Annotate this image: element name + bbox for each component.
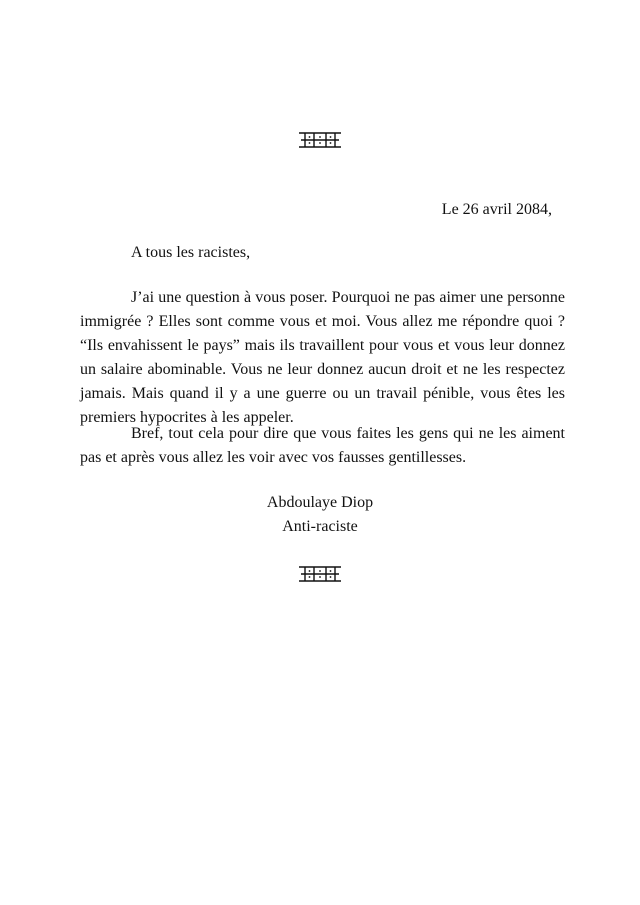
letter-paragraph-2: Bref, tout cela pour dire que vous faites les gens qui ne les aiment pas et après vous allez les voir avec vos fausses gentillesses. <box>80 425 565 466</box>
signature-title: Anti-raciste <box>282 518 358 535</box>
letter-paragraph-1: J’ai une question à vous poser. Pourquoi ne pas aimer une personne immigrée ? Elles sont comme vous et moi. Vous allez me répondre quoi ? “Ils envahissent le pays” mais ils travaillent pour vous et vous leur donnez un salaire abominable. Vous ne leur donnez aucun droit et ne les respectez jamais. Mais quand il y a une guerre ou un travail pénible, vous êtes les premiers hypocrites à les appeler. <box>80 289 565 426</box>
letter-date: Le 26 avril 2084, <box>441 201 552 218</box>
decorative-divider-icon <box>298 565 342 583</box>
bottom-ornament <box>0 565 640 583</box>
letter-salutation: A tous les racistes, <box>131 244 251 261</box>
signature-name: Abdoulaye Diop <box>266 494 374 511</box>
top-ornament <box>0 131 640 149</box>
decorative-divider-icon <box>298 131 342 149</box>
signature-block <box>240 491 400 539</box>
